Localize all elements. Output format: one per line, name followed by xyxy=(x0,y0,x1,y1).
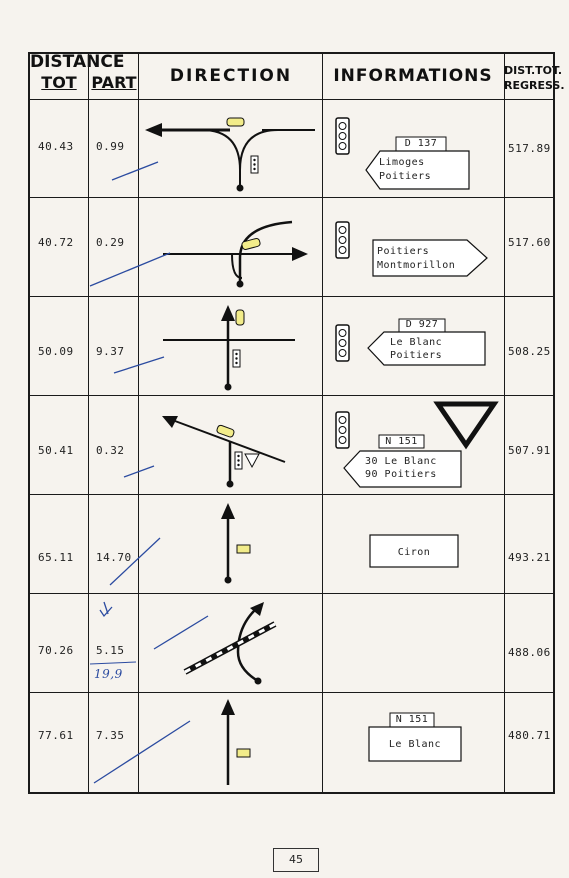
regress-cell: 508.25 xyxy=(508,345,551,358)
tot-cell: 40.43 xyxy=(38,140,74,153)
regress-cell: 517.60 xyxy=(508,236,551,249)
header-tot: TOT xyxy=(41,73,77,92)
regress-cell: 488.06 xyxy=(508,646,551,659)
part-cell: 9.37 xyxy=(96,345,125,358)
sign-destination: Poitiers xyxy=(390,350,443,361)
sign-destination: Le Blanc xyxy=(390,337,443,348)
tot-cell: 50.09 xyxy=(38,345,74,358)
table-row xyxy=(30,594,553,693)
tot-cell: 70.26 xyxy=(38,644,74,657)
regress-cell: 493.21 xyxy=(508,551,551,564)
sign-destination: Ciron xyxy=(397,547,431,558)
sign-destination: 90 Poitiers xyxy=(365,469,437,480)
route-number: D 137 xyxy=(404,138,438,149)
regress-cell: 517.89 xyxy=(508,142,551,155)
table-row xyxy=(30,198,553,297)
sign-destination: Montmorillon xyxy=(377,260,456,271)
sign-destination: 30 Le Blanc xyxy=(365,456,437,467)
regress-cell: 507.91 xyxy=(508,444,551,457)
header-row xyxy=(30,52,565,100)
sign-destination: Le Blanc xyxy=(388,739,442,750)
roadbook-table xyxy=(28,52,565,794)
tulip-diagram xyxy=(30,297,553,396)
handwritten-note: 19,9 xyxy=(94,667,123,681)
part-cell: 0.32 xyxy=(96,444,125,457)
header-informations: INFORMATIONS xyxy=(333,66,493,86)
tulip-diagram xyxy=(30,396,553,495)
sign-destination: Poitiers xyxy=(379,171,432,182)
route-number: D 927 xyxy=(405,319,439,330)
route-number: N 151 xyxy=(395,714,429,725)
tulip-diagram xyxy=(30,100,553,198)
tot-cell: 77.61 xyxy=(38,729,74,742)
sign-destination: Limoges xyxy=(379,157,425,168)
header-part: PART xyxy=(91,73,137,92)
part-cell: 5.15 xyxy=(96,644,125,657)
table-row xyxy=(30,396,553,495)
header-regress-line2: REGRESS. xyxy=(504,79,565,92)
header-regress-line1: DIST.TOT. xyxy=(504,64,563,77)
sign-destination: Poitiers xyxy=(377,246,430,257)
part-cell: 0.99 xyxy=(96,140,125,153)
part-cell: 14.70 xyxy=(96,551,132,564)
tulip-diagram xyxy=(30,495,553,594)
header-regress xyxy=(504,63,565,93)
table-row xyxy=(30,495,553,594)
route-number: N 151 xyxy=(385,436,418,447)
tulip-diagram xyxy=(30,198,553,297)
tot-cell: 50.41 xyxy=(38,444,74,457)
tot-cell: 65.11 xyxy=(38,551,74,564)
table-row xyxy=(30,100,553,198)
tot-cell: 40.72 xyxy=(38,236,74,249)
table-row xyxy=(30,297,553,396)
part-cell: 0.29 xyxy=(96,236,125,249)
tulip-diagram xyxy=(30,693,553,792)
header-distance: DISTANCE xyxy=(30,52,125,72)
regress-cell: 480.71 xyxy=(508,729,551,742)
table-row xyxy=(30,693,553,792)
header-direction: DIRECTION xyxy=(169,66,293,86)
tulip-diagram xyxy=(30,594,553,693)
page-number: 45 xyxy=(273,848,319,872)
part-cell: 7.35 xyxy=(96,729,125,742)
